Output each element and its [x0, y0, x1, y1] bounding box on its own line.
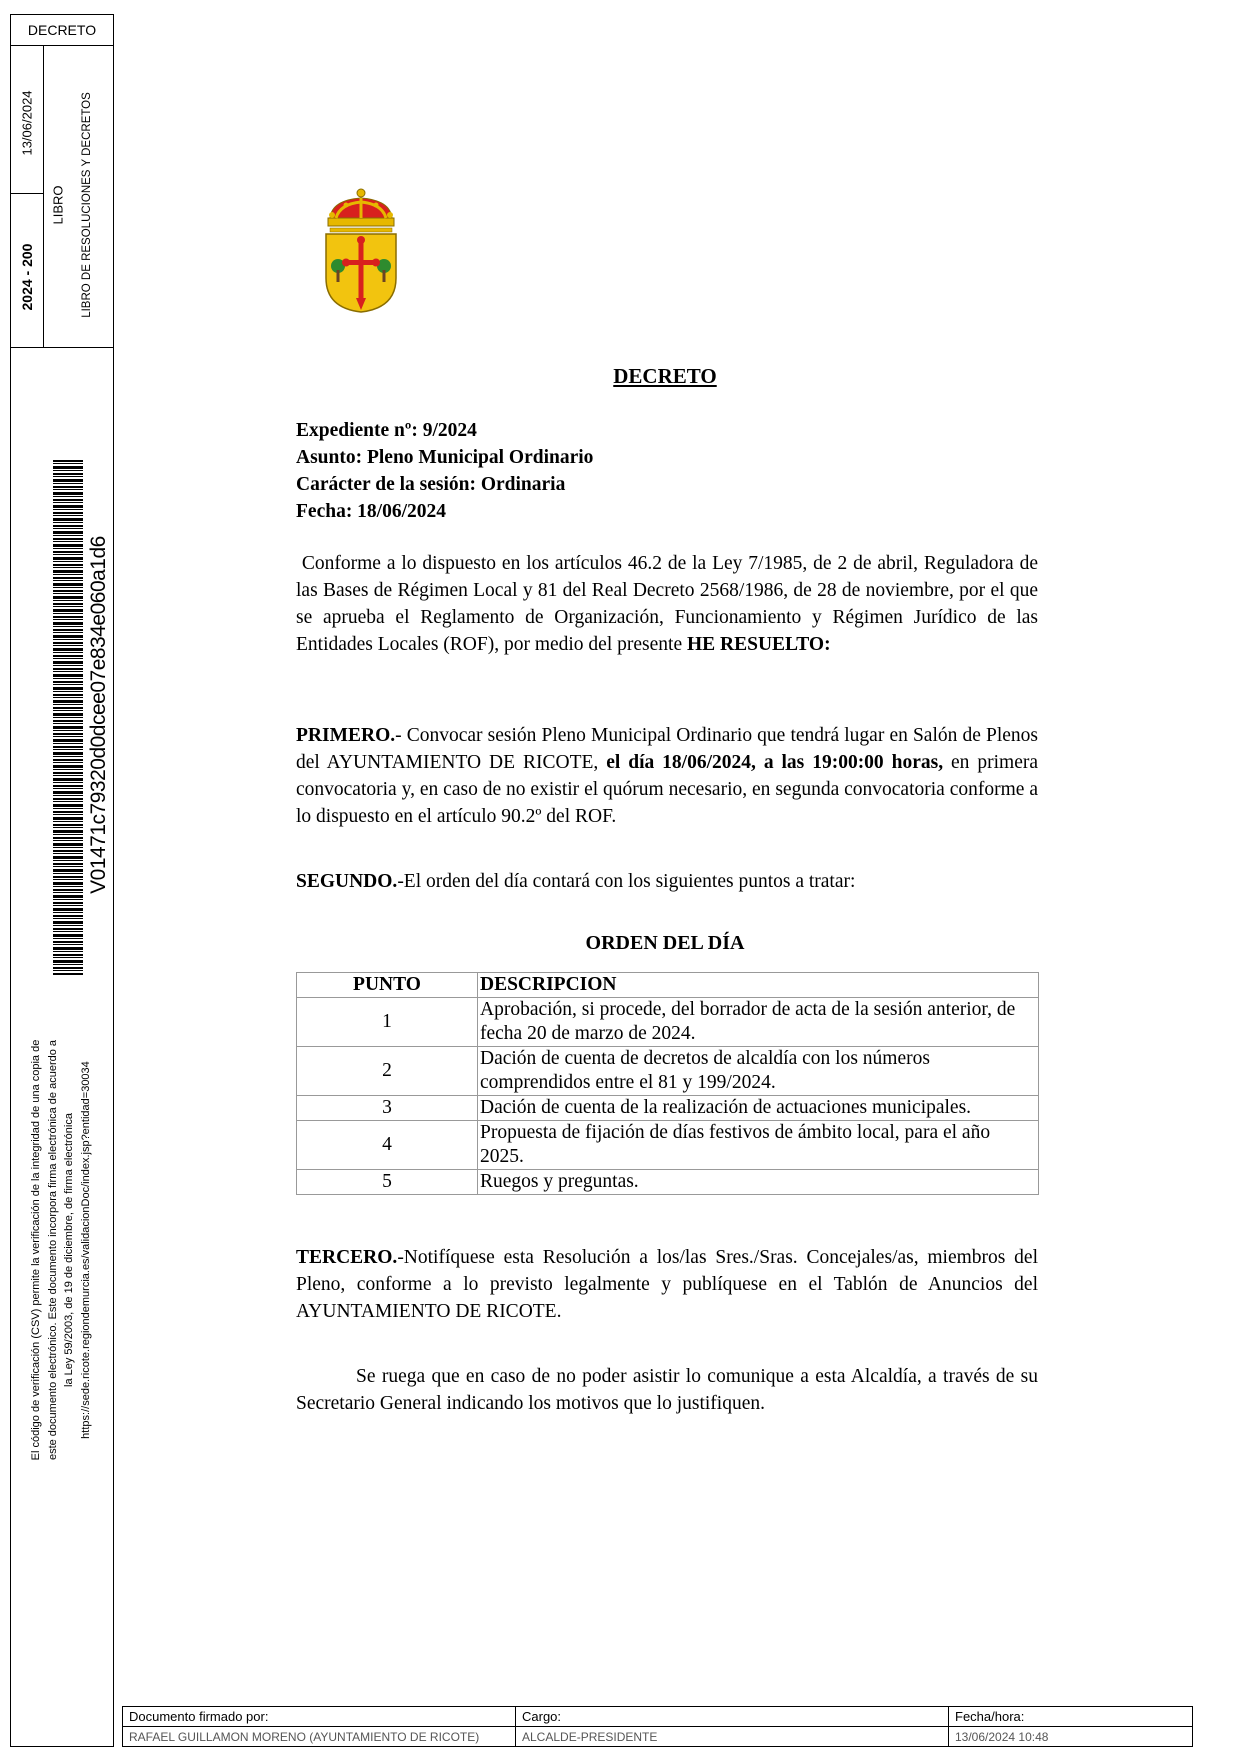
table-row: [297, 998, 1039, 1047]
sidebar-decree-number: 2024 - 200: [19, 243, 35, 311]
sidebar-date: 13/06/2024: [19, 90, 35, 156]
punto-cell: 2: [297, 1047, 478, 1096]
sidebar-divider: [11, 347, 113, 348]
he-resuelto: HE RESUELTO:: [686, 634, 831, 655]
cargo-label: Cargo:: [516, 1707, 949, 1727]
fecha-label: Fecha/hora:: [949, 1707, 1193, 1727]
municipal-crest-icon: [322, 188, 400, 314]
descripcion-cell: Propuesta de fijación de días festivos de ámbito local, para el año 2025.: [478, 1121, 1039, 1170]
punto-cell: 1: [297, 998, 478, 1047]
fecha-value: 13/06/2024 10:48: [949, 1727, 1193, 1747]
column-header-descripcion: DESCRIPCION: [478, 973, 1039, 998]
table-row: [297, 1096, 1039, 1121]
primero-datetime: el día 18/06/2024, a las 19:00:00 horas,: [606, 752, 944, 773]
barcode: [53, 460, 83, 975]
primero-paragraph: [296, 722, 1038, 830]
cargo-value: ALCALDE-PRESIDENTE: [516, 1727, 949, 1747]
punto-cell: 4: [297, 1121, 478, 1170]
verification-legal-text: [28, 1000, 94, 1500]
footer-label-row: [123, 1707, 1193, 1727]
orden-del-dia-title: ORDEN DEL DÍA: [585, 932, 745, 954]
firmado-value: RAFAEL GUILLAMON MORENO (AYUNTAMIENTO DE RICOTE): [123, 1727, 516, 1747]
tercero-label: TERCERO.: [296, 1247, 398, 1268]
punto-cell: 3: [297, 1096, 478, 1121]
sidebar-divider: [43, 45, 44, 347]
asunto: Asunto: Pleno Municipal Ordinario: [296, 447, 594, 468]
descripcion-cell: Dación de cuenta de decretos de alcaldía con los números comprendidos entre el 81 y 199/2024.: [478, 1047, 1039, 1096]
primero-text-2: en primera convocatoria y, en caso de no existir el quórum necesario, en segunda convocatoria conforme a lo dispuesto en el artículo 90.2º del ROF.: [296, 752, 1039, 827]
table-row: [297, 1121, 1039, 1170]
legal-line: El código de verificación (CSV) permite la verificación de la integridad de una copia de: [30, 1039, 42, 1461]
primero-text: - Convocar sesión Pleno Municipal Ordinario que tendrá lugar en Salón de Plenos del AYUNTAMIENTO DE RICOTE,: [296, 725, 1038, 773]
descripcion-cell: Aprobación, si procede, del borrador de acta de la sesión anterior, de fecha 20 de marzo de 2024.: [478, 998, 1039, 1047]
firmado-label: Documento firmado por:: [123, 1707, 516, 1727]
verification-url[interactable]: https://sede.ricote.regiondemurcia.es/validacionDoc/index.jsp?entidad=30034: [79, 1061, 92, 1439]
table-row: [297, 1047, 1039, 1096]
primero-label: PRIMERO.: [296, 725, 396, 746]
caracter-sesion: Carácter de la sesión: Ordinaria: [296, 474, 566, 495]
tercero-text: -Notifíquese esta Resolución a los/las Sres./Sras. Concejales/as, miembros del Pleno, conforme a lo previsto legalmente y publíquese en el Tablón de Anuncios del AYUNTAMIENTO DE RICOTE.: [296, 1247, 1038, 1322]
table-header-row: [297, 973, 1039, 998]
descripcion-cell: Ruegos y preguntas.: [478, 1170, 1039, 1195]
sidebar-doc-type: DECRETO: [11, 15, 113, 46]
expediente: Expediente nº: 9/2024: [296, 420, 477, 441]
segundo-text: -El orden del día contará con los siguientes puntos a tratar:: [397, 871, 856, 892]
sidebar-divider: [11, 193, 44, 194]
fecha: Fecha: 18/06/2024: [296, 501, 447, 522]
punto-cell: 5: [297, 1170, 478, 1195]
legal-line: la Ley 59/2003, de 19 de diciembre, de firma electrónica: [63, 1113, 75, 1387]
table-row: [297, 1170, 1039, 1195]
tercero-paragraph: [296, 1244, 1038, 1325]
csv-code: V01471c79320d0dcee07e834e060a1d6: [87, 536, 110, 894]
crown-icon: [328, 189, 394, 232]
signature-footer: [122, 1706, 1193, 1747]
sidebar-libro-full: LIBRO DE RESOLUCIONES Y DECRETOS: [81, 92, 93, 318]
decree-metadata: [296, 417, 593, 525]
legal-line: este documento electrónico. Este documento incorpora firma electrónica de acuerdo a: [46, 1039, 59, 1461]
orden-del-dia-table: [296, 972, 1039, 1195]
segundo-paragraph: [296, 868, 1038, 895]
sidebar-libro: LIBRO: [50, 185, 66, 225]
descripcion-cell: Dación de cuenta de la realización de actuaciones municipales.: [478, 1096, 1039, 1121]
verification-sidebar: [10, 14, 114, 1747]
column-header-punto: PUNTO: [297, 973, 478, 998]
closing-paragraph: Se ruega que en caso de no poder asistir lo comunique a esta Alcaldía, a través de su Secretario General indicando los motivos que lo justifiquen.: [296, 1366, 1038, 1414]
intro-paragraph: [296, 550, 1038, 658]
document-title: DECRETO: [613, 364, 717, 388]
segundo-label: SEGUNDO.: [296, 871, 398, 892]
intro-text: Conforme a lo dispuesto en los artículos 46.2 de la Ley 7/1985, de 2 de abril, Reguladora de las Bases de Régimen Local y 81 del Real Decreto 2568/1986, de 28 de noviembre, por el que se aprueba el Reglamento de Organización, Funcionamiento y Régimen Jurídico de las Entidades Locales (ROF), por medio del presente: [296, 553, 1038, 655]
footer-value-row: [123, 1727, 1193, 1747]
